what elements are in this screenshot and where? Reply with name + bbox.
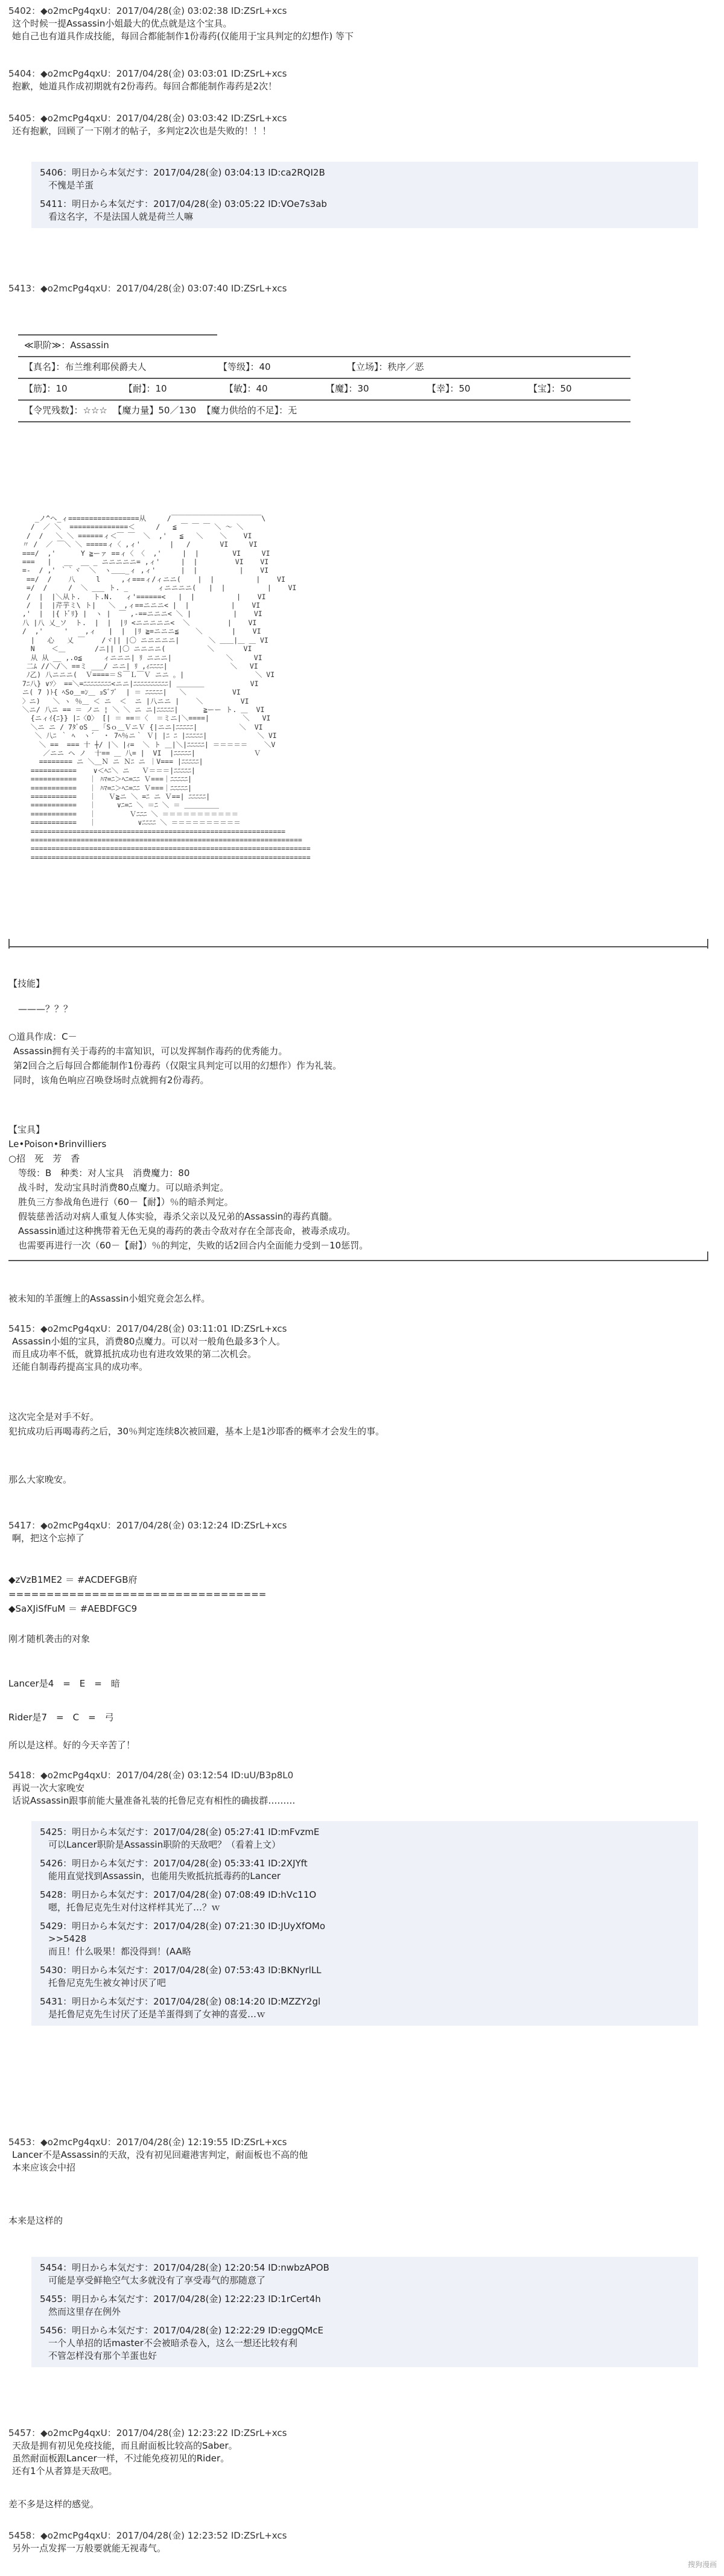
section-rule: [8, 1260, 708, 1261]
post-line: Assassin小姐的宝具，消费80点魔力。可以对一般角色最多3个人。: [12, 1336, 286, 1347]
post-line: 另外一点发挥一万般要就能无视毒气。: [12, 2543, 167, 2554]
reply-line: 可以Lancer职阶是Assassin职阶的天敌吧？（看着上文）: [48, 1839, 281, 1850]
post-line: Lancer不是Assassin的天敌，没有初见回避港害判定，耐面板也不高的他: [12, 2149, 308, 2160]
quote-block-3: [31, 2257, 698, 2367]
table-rule: [18, 334, 217, 336]
post-line: 本来应该会中招: [12, 2162, 76, 2173]
rule-tick: [707, 1251, 708, 1261]
post-line: 抱歉，她道具作成初期就有2份毒药。每回合都能制作毒药是2次！: [12, 81, 278, 92]
stat-agi: 【敏】：40: [224, 383, 268, 394]
post-line: 还能自制毒药提高宝具的成功率。: [12, 1361, 148, 1372]
post-5457: [8, 2427, 708, 2478]
dice-line: ◆SaXJiSfFuM ＝ #AEBDFGC9: [8, 1603, 138, 1614]
reply-line: 然而这里存在例外: [48, 2306, 121, 2317]
skills-hidden: ———？？？: [18, 1003, 73, 1014]
reply-line: >>5428: [48, 1933, 87, 1944]
np-line: 胜负三方参战角色进行（60－【耐】）％的暗杀判定。: [18, 1197, 233, 1207]
np-name-en: Le•Poison•Brinvilliers: [8, 1139, 107, 1150]
dice-line: ◆zVzB1ME2 ＝ #ACDEFGB府: [8, 1574, 138, 1585]
stat-luk: 【幸】：50: [427, 383, 471, 394]
watermark: 搜狗漫画: [687, 2560, 717, 2569]
post-5418: [8, 1769, 708, 1807]
reply-header: 5430：明日から本気だす：2017/04/28(金) 07:53:43 ID:BKNyrlLL: [40, 1965, 322, 1976]
reply-5429: [40, 1920, 690, 1958]
post-header: 5413：◆o2mcPg4qxU：2017/04/28(金) 03:07:40 ID:ZSrL+xcs: [8, 283, 287, 294]
post-line: 还有抱歉，回顾了一下刚才的帖子，多判定2次也是失败的！！！: [12, 126, 272, 136]
reply-5425: [40, 1826, 690, 1851]
reply-5431: [40, 1996, 690, 2021]
skill-item-title: ○道具作成：C－: [8, 1031, 77, 1042]
dice-rider: Rider是7 = C = 弓: [8, 1712, 114, 1723]
post-5402: [8, 5, 708, 43]
post-header: 5457：◆o2mcPg4qxU：2017/04/28(金) 12:23:22 ID:ZSrL+xcs: [8, 2428, 287, 2438]
narration: 那么大家晚安。: [8, 1474, 72, 1485]
post-line: 还有1个从者算是天敌吧。: [12, 2466, 118, 2476]
post-line: 话说Assassin跟事前能大量准备礼装的托鲁尼克有相性的确拔群………: [12, 1795, 296, 1806]
reply-line: 而且！什么吸果！都没得到！(AA略: [48, 1946, 191, 1957]
dice-separator: ==================================: [8, 1589, 267, 1600]
reply-5428: [40, 1889, 690, 1914]
quote-block-2: [31, 1821, 698, 2026]
table-rule: [18, 378, 630, 379]
np-line: Assassin通过这种携带着无色无臭的毒药的袭击令敌对存在全部丧命，被毒杀成功。: [18, 1226, 356, 1236]
class-label: ≪职阶≫：Assassin: [24, 340, 109, 351]
reply-header: 5431：明日から本気だす：2017/04/28(金) 08:14:20 ID:MZZY2gl: [40, 1996, 321, 2007]
post-line: 虽然耐面板跟Lancer一样，不过能免疫初见的Rider。: [12, 2453, 230, 2464]
post-5413: [8, 282, 708, 295]
reply-header: 5428：明日から本気だす：2017/04/28(金) 07:08:49 ID:hVc11O: [40, 1889, 317, 1900]
reply-5406: [40, 167, 690, 192]
post-line: 再说一次大家晚安: [12, 1783, 85, 1793]
rule-tick: [8, 939, 10, 949]
ascii-art: _ノ^ヘ_ィ=================从 /￣￣￣￣￣￣￣￣￣￣￣￣￣\ / ／ ＼ ==============＜ / ≦ ￣ ￣ ￣ ＼ ～ ＼ / / ＼ ＼ ======ィ＜￣ ￣ ＼ ,' ≦ ＼ ＼ VI 〃 / ／ ￣＼ ＼ =====ィ〈 ,ィ' | / VI VI ===/ ,' Y ≧ーァ ==ィ〈 〈 ,' | | VI VI === | __ __ _ ニニニニニ= ,ィ' | | VI VI =‐ / ,' ｀｀ヾ ＼ ヽ＿＿_ィ ,ィ' | | | VI ==/ / 八 l ,ィ===ィ/ィニニ( | | | VI =/ / / ＼ ___ ト. _ ィニニニニ( | | | VI / | |＼从ト. ト.N. ィ'======< | | | VI / | |芹芋ミ\ ト| ＼ ,ィ==ニニニ< | | | VI ,' | |{ ﾄﾞﾘ} | ヽ | ￣ ,-==ニニニ< ＼ | | VI 八 |八 乂_ソ ト. | | |ﾘ <ニニニニニ< ＼ | VI / ,' ' ,ィ | | |ﾘ ≧=ニニニ≦ ＼ | VI | 心 乂 ￣ /ヾ|| |〇 ニニニニニ| ＼ ＿＿|＿ ＿ VI N ＜＿ /ニ|| |〇 ニニニニ( ＼ VI 从 从 __ ,.o≦ ィニニニ| ﾘ ニニニ| ＼ VI 二ﾑ //＼/＼ ==ミ ___/ ニニ| ﾘ ,ｨﾆﾆﾆﾆ| ＼ VI ﾉ乙) 八ニニニ( Ｖ====＝Ｓ￣Ｌ￣Ｖ ニニ 。| ＼ VI 7ﾆ八} ∨ｿ〉 ==＼=ﾆﾆﾆﾆﾆﾆﾆﾆ<ニニ|ﾆﾆﾆﾆﾆﾆﾆﾆﾆﾆ| ＿＿＿＿ VI ニ( 7 )ﾄ{ ﾍSo＿=ﾝ＿ ｮSﾞﾌﾞ | ＝ ﾆﾆﾆﾆﾆ| ＼ VI 〉ニ) ＼ ヽ ％＿ ＜ ニ ＜ ニ |八ニニ | ＼ VI ＼ニ/ 八ニ == ＝ ノニ ¦ ＼ ＼ ニ ニ|ﾆﾆﾆﾆﾆ| ≧ーー ト. ＿ VI {ニィｲ{ﾆ}} |ﾆ〈O〉 [| ＝ ==＝〈 ＝ミニ|＼====| ＼ VI ＼ニ ニ / 7ﾀﾞoS ＿ ｢Sｏ＿ＶニＶ {|ニニ|ﾆﾆﾆﾆﾆ| ＼ VI ＼ 八ﾆ ｀ ﾍ ヽ´ ・ 7ﾍ％ニ｀ Ｖ| |ﾆ ﾆ |ﾆﾆﾆﾆﾆ| ＼ VI ＼ == === 十 ┼/ |＼ |ｨ= ＼ ト ＿|＼|ﾆﾆﾆﾆﾆ| ＝＝＝＝＝ ＼V ／ニニ ヘ ノ 十== ＿ 八= | VI |ﾆﾆﾆﾆﾆ| Ｖ ======== ニ ＼＿Ｎ ニ Ｎﾆ ニ ｜V=== |ﾆﾆﾆﾆﾆ| =========== ∨＜ﾍﾆ＼ ニ Ｖ＝＝＝|ﾆﾆﾆﾆﾆ| =========== ｜ ﾊﾏ=ﾆ＞ﾍﾆ=ﾆﾆ Ｖ===｜ﾆﾆﾆﾆﾆ| =========== ｜ ﾊﾏ=ﾆ＞ﾍﾆ=ﾆﾆ Ｖ===｜ﾆﾆﾆﾆﾆ| =========== ｜ Ｖ≧ニ ＼ =ﾆ ニ Ｖ==| ﾆﾆﾆﾆﾆ| =========== ｜ ∨ﾆ=ﾆ ＼ ＝ﾆ ＼ ＝ ＿＿＿＿＿ =========== ｜ Ｖﾆﾆﾆ ＼ ＝＝＝＝＝＝＝＝＝＝＝ =========== ｜ ∨ﾆﾆﾆﾆ ＼ ＝＝＝＝＝＝＝＝＝＝ ============================================================= ================================================================= =================================================================== ===================================================================: [22, 514, 311, 862]
post-header: 5453：◆o2mcPg4qxU：2017/04/28(金) 12:19:55 ID:ZSrL+xcs: [8, 2137, 287, 2148]
reply-header: 5455：明日から本気だす：2017/04/28(金) 12:22:23 ID:1rCert4h: [40, 2294, 321, 2304]
narration: 本来是这样的: [8, 2215, 63, 2226]
post-header: 5405：◆o2mcPg4qxU：2017/04/28(金) 03:03:42 ID:ZSrL+xcs: [8, 113, 287, 124]
stat-mag: 【魔】：30: [326, 383, 369, 394]
alignment: 【立场】：秩序／恶: [347, 361, 424, 372]
post-5458: [8, 2530, 708, 2555]
np-line: 也需要再进行一次（60－【耐】）％的判定，失败的话2回合内全面能力受到－10惩罚。: [18, 1240, 369, 1251]
stat-str: 【筋】：10: [24, 383, 68, 394]
post-header: 5418：◆o2mcPg4qxU：2017/04/28(金) 03:12:54 ID:uU/B3p8L0: [8, 1770, 294, 1781]
np-title: 【宝具】: [8, 1124, 45, 1135]
post-header: 5415：◆o2mcPg4qxU：2017/04/28(金) 03:11:01 ID:ZSrL+xcs: [8, 1323, 287, 1334]
post-line: 天敌是拥有初见免疫技能，而且耐面板比较高的Saber。: [12, 2440, 238, 2451]
reply-line: 看这名字，不是法国人就是荷兰人嘛: [48, 211, 194, 222]
post-header: 5402：◆o2mcPg4qxU：2017/04/28(金) 03:02:38 ID:ZSrL+xcs: [8, 5, 287, 16]
reply-header: 5411：明日から本気だす：2017/04/28(金) 03:05:22 ID:VOe7s3ab: [40, 199, 327, 209]
post-header: 5458：◆o2mcPg4qxU：2017/04/28(金) 12:23:52 ID:ZSrL+xcs: [8, 2530, 287, 2541]
narration: 被未知的羊蛋缠上的Assassin小姐究竟会怎么样。: [8, 1293, 211, 1304]
reply-line: 不管怎样没有那个羊蛋也好: [48, 2350, 157, 2361]
post-5404: [8, 68, 708, 93]
post-line: 而且成功率不低，就算抵抗成功也有进攻效果的第二次机会。: [12, 1349, 257, 1360]
reply-header: 5426：明日から本気だす：2017/04/28(金) 05:33:41 ID:2XJYft: [40, 1858, 308, 1869]
dice-target: 刚才随机袭击的对象: [8, 1633, 91, 1644]
dice-closing: 所以是这样。好的今天辛苦了！: [8, 1740, 136, 1751]
np-line: 假装慈善活动对病人重复人体实验，毒杀父亲以及兄弟的Assassin的毒药真髓。: [18, 1211, 338, 1222]
reply-line: 能用直觉找到Assassin，也能用失败抵抗抵毒药的Lancer: [48, 1871, 281, 1881]
reply-line: 是托鲁尼克先生讨厌了还是羊蛋得到了女神的喜爱…ｗ: [48, 2009, 266, 2020]
reply-5454: [40, 2262, 690, 2287]
stat-end: 【耐】：10: [124, 383, 167, 394]
stat-np: 【宝】：50: [529, 383, 572, 394]
post-line: 她自己也有道具作成技能，每回合都能制作1份毒药(仅能用于宝具判定的幻想作) 等下: [12, 31, 354, 42]
level: 【等级】：40: [218, 361, 271, 372]
skill-line: 同时，该角色响应召唤登场时点就拥有2份毒药。: [13, 1075, 209, 1086]
reply-5430: [40, 1964, 690, 1989]
np-line: 等级：B 种类：对人宝具 消费魔力：80: [18, 1168, 190, 1178]
command-status: 【令咒残数】：☆☆☆ 【魔力量】50／130 【魔力供给的不足】：无: [24, 405, 297, 416]
reply-line: 不愧是羊蛋: [48, 180, 94, 191]
table-rule: [18, 356, 630, 357]
quote-block-1: [31, 162, 698, 228]
post-5405: [8, 112, 708, 138]
post-line: 啊，把这个忘掉了: [12, 1533, 85, 1544]
rule-tick: [707, 939, 708, 949]
narration: 差不多是这样的感觉。: [8, 2499, 100, 2510]
true-name: 【真名】：布兰维利耶侯爵夫人: [24, 361, 147, 372]
reply-header: 5425：明日から本気だす：2017/04/28(金) 05:27:41 ID:mFvzmE: [40, 1827, 320, 1837]
reply-5426: [40, 1857, 690, 1883]
table-rule: [18, 399, 630, 401]
reply-header: 5406：明日から本気だす：2017/04/28(金) 03:04:13 ID:ca2RQI2B: [40, 167, 325, 178]
reply-header: 5429：明日から本気だす：2017/04/28(金) 07:21:30 ID:JUyXfOMo: [40, 1921, 326, 1932]
table-rule: [18, 421, 630, 422]
skill-line: 第2回合之后每回合都能制作1份毒药（仅限宝具判定可以用的幻想作）作为礼装。: [13, 1060, 342, 1071]
reply-line: 可能是享受鲜艳空气太多就没有了享受毒气的那随意了: [48, 2275, 266, 2286]
skill-line: Assassin拥有关于毒药的丰富知识，可以发挥制作毒药的优秀能力。: [13, 1046, 288, 1057]
skills-title: 【技能】: [8, 978, 45, 989]
post-header: 5404：◆o2mcPg4qxU：2017/04/28(金) 03:03:01 ID:ZSrL+xcs: [8, 68, 287, 79]
narration: 这次完全是对手不好。: [8, 1411, 100, 1422]
reply-5411: [40, 198, 690, 223]
post-5453: [8, 2136, 708, 2174]
reply-line: 托鲁尼克先生被女神讨厌了吧: [48, 1977, 167, 1988]
np-line: 战斗时，发动宝具时消费80点魔力。可以暗杀判定。: [18, 1182, 229, 1193]
post-5415: [8, 1323, 708, 1373]
reply-5455: [40, 2293, 690, 2318]
post-header: 5417：◆o2mcPg4qxU：2017/04/28(金) 03:12:24 ID:ZSrL+xcs: [8, 1520, 287, 1531]
narration: 犯抗成功后再喝毒药之后，30％判定连续8次被回避，基本上是1沙耶香的概率才会发生的事。: [8, 1426, 385, 1437]
np-name-cn: ○招 死 芳 香: [8, 1153, 80, 1164]
reply-line: 嗯，托鲁尼克先生对付这样样其光了…？ｗ: [48, 1902, 221, 1913]
reply-header: 5454：明日から本気だす：2017/04/28(金) 12:20:54 ID:nwbzAPOB: [40, 2262, 329, 2273]
reply-line: 一个人单招的话master不会被暗杀卷入，这么一想还比较有利: [48, 2338, 297, 2349]
reply-5456: [40, 2324, 690, 2362]
section-rule: [8, 946, 708, 947]
dice-lancer: Lancer是4 = E = 暗: [8, 1678, 120, 1689]
reply-header: 5456：明日から本気だす：2017/04/28(金) 12:22:29 ID:eggQMcE: [40, 2325, 324, 2336]
post-5417: [8, 1519, 708, 1545]
post-line: 这个时候一提Assassin小姐最大的优点就是这个宝具。: [12, 18, 232, 29]
